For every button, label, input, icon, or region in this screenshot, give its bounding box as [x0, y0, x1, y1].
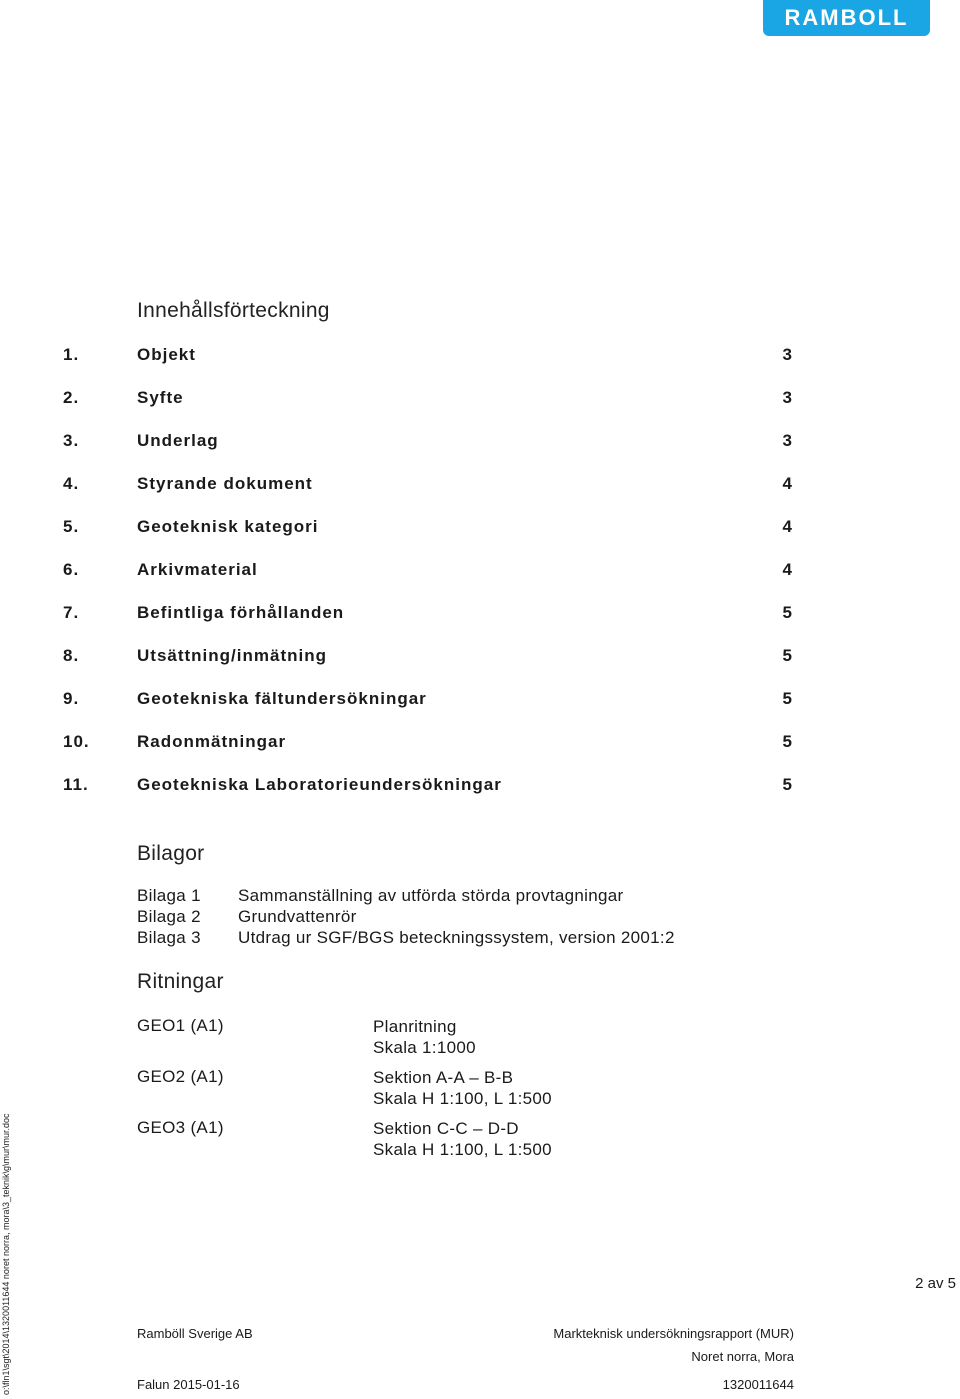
- drawing-description-line: Skala 1:1000: [373, 1038, 476, 1057]
- toc-item-title: Objekt: [137, 345, 196, 364]
- toc-item-number: 7.: [63, 603, 80, 622]
- footer-location: Noret norra, Mora: [691, 1349, 794, 1364]
- drawing-description-line: Skala H 1:100, L 1:500: [373, 1140, 552, 1159]
- toc-item-title: Syfte: [137, 388, 184, 407]
- footer-project-number: 1320011644: [722, 1377, 794, 1392]
- file-path: o:\fln1\sgt\2014\1320011644 noret norra, mora\3_teknik\g\mur\mur.doc: [1, 1113, 11, 1395]
- toc-item-page: 3: [782, 388, 793, 407]
- toc-item-page: 4: [782, 517, 793, 536]
- toc-item[interactable]: [63, 474, 793, 496]
- toc-item-title: Arkivmaterial: [137, 560, 258, 579]
- drawing-description: [373, 1016, 476, 1058]
- toc-item-page: 5: [782, 646, 793, 665]
- drawing-description-line: Planritning: [373, 1017, 457, 1036]
- appendix-description: Sammanställning av utförda störda provtagningar: [238, 886, 624, 905]
- toc-item-title: Geoteknisk kategori: [137, 517, 319, 536]
- toc-heading: Innehållsförteckning: [137, 299, 330, 322]
- toc-item-page: 3: [782, 431, 793, 450]
- toc-item[interactable]: [63, 603, 793, 625]
- toc-item-title: Radonmätningar: [137, 732, 287, 751]
- toc-item[interactable]: [63, 517, 793, 539]
- toc-item-page: 5: [782, 732, 793, 751]
- toc-item-page: 5: [782, 689, 793, 708]
- appendix-label: Bilaga 3: [137, 928, 201, 947]
- appendix-description: Utdrag ur SGF/BGS beteckningssystem, version 2001:2: [238, 928, 675, 947]
- footer-city-date: Falun 2015-01-16: [137, 1377, 240, 1392]
- page-number: 2 av 5: [915, 1275, 956, 1292]
- drawing-id: GEO3 (A1): [137, 1118, 224, 1137]
- appendix-label: Bilaga 2: [137, 907, 201, 926]
- toc-item-number: 9.: [63, 689, 80, 708]
- toc-item-number: 8.: [63, 646, 80, 665]
- toc-item-page: 4: [782, 474, 793, 493]
- drawing-id: GEO1 (A1): [137, 1016, 224, 1035]
- toc-item[interactable]: [63, 388, 793, 410]
- toc-item-title: Befintliga förhållanden: [137, 603, 345, 622]
- toc-item-page: 3: [782, 345, 793, 364]
- toc-item-number: 5.: [63, 517, 80, 536]
- toc-item[interactable]: [63, 689, 793, 711]
- footer-company: Ramböll Sverige AB: [137, 1326, 253, 1341]
- toc-item[interactable]: [63, 345, 793, 367]
- drawing-description: [373, 1118, 552, 1160]
- toc-item-title: Geotekniska Laboratorieundersökningar: [137, 775, 502, 794]
- toc-item-number: 11.: [63, 775, 89, 794]
- appendix-label: Bilaga 1: [137, 886, 201, 905]
- toc-item-title: Underlag: [137, 431, 219, 450]
- toc-item[interactable]: [63, 431, 793, 453]
- toc-item-page: 5: [782, 603, 793, 622]
- toc-item-page: 4: [782, 560, 793, 579]
- drawing-description: [373, 1067, 552, 1109]
- ramboll-logo: RAMBOLL: [763, 0, 930, 36]
- appendices-heading: Bilagor: [137, 842, 205, 865]
- drawing-id: GEO2 (A1): [137, 1067, 224, 1086]
- toc-item[interactable]: [63, 646, 793, 668]
- toc-item-page: 5: [782, 775, 793, 794]
- toc-item[interactable]: [63, 560, 793, 582]
- drawings-heading: Ritningar: [137, 970, 224, 993]
- toc-item-number: 4.: [63, 474, 80, 493]
- toc-item-number: 6.: [63, 560, 80, 579]
- appendix-description: Grundvattenrör: [238, 907, 357, 926]
- drawing-description-line: Sektion A-A – B-B: [373, 1068, 514, 1087]
- drawing-description-line: Skala H 1:100, L 1:500: [373, 1089, 552, 1108]
- toc-item-number: 2.: [63, 388, 80, 407]
- toc-item[interactable]: [63, 775, 793, 797]
- toc-item-number: 1.: [63, 345, 80, 364]
- toc-item-title: Geotekniska fältundersökningar: [137, 689, 427, 708]
- footer-report-title: Markteknisk undersökningsrapport (MUR): [553, 1326, 794, 1341]
- drawing-description-line: Sektion C-C – D-D: [373, 1119, 519, 1138]
- toc-item[interactable]: [63, 732, 793, 754]
- toc-item-title: Styrande dokument: [137, 474, 313, 493]
- toc-item-number: 10.: [63, 732, 90, 751]
- toc-item-title: Utsättning/inmätning: [137, 646, 327, 665]
- toc-item-number: 3.: [63, 431, 80, 450]
